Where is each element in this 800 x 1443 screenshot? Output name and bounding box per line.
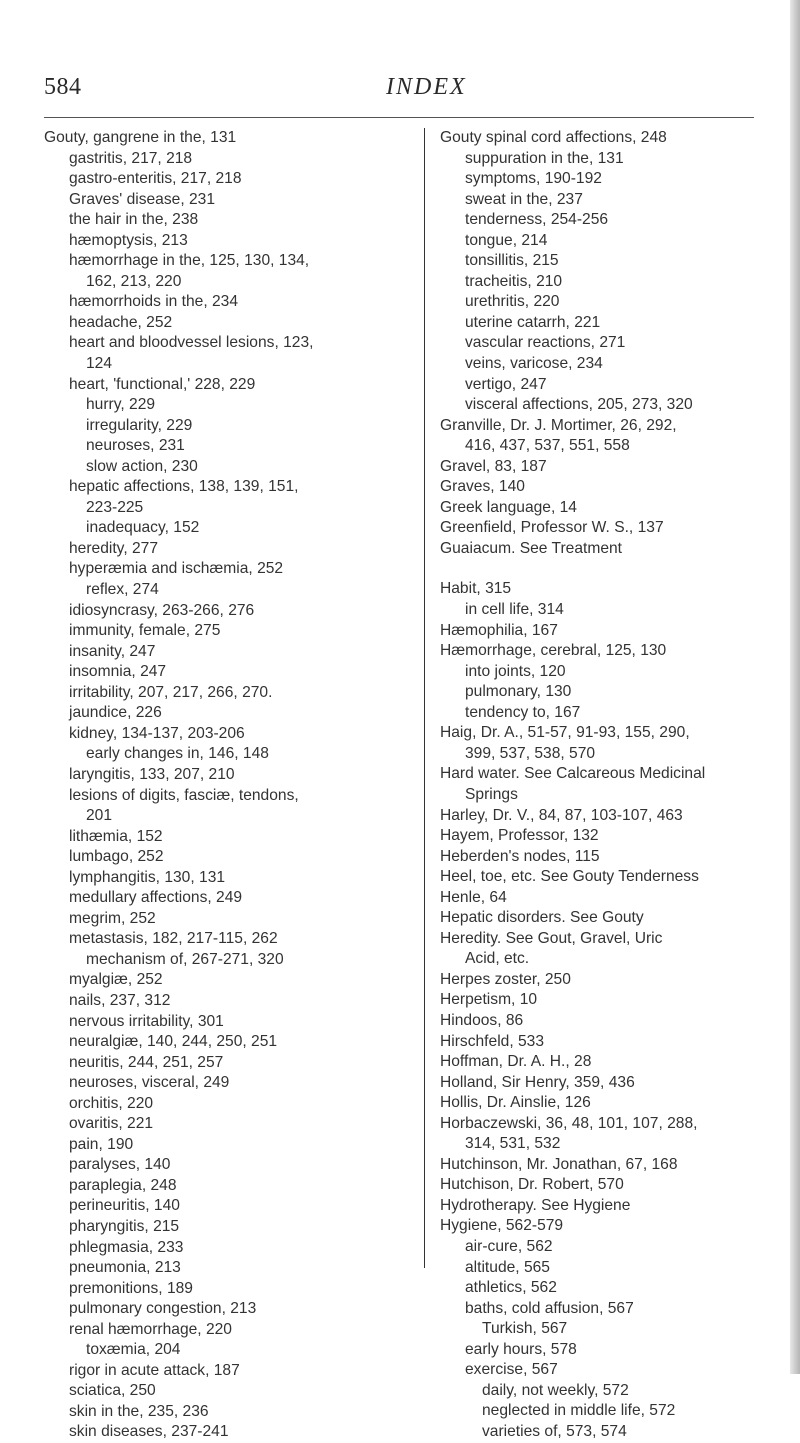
index-subentry: symptoms, 190-192 [465,170,602,188]
index-entry: Herpes zoster, 250 [440,970,571,988]
index-entry: Hygiene, 562-579 [440,1217,564,1235]
index-entry: Herpetism, 10 [440,991,538,1009]
index-subentry: skin diseases, 237-241 [69,1423,229,1441]
index-subentry: vertigo, 247 [465,375,547,393]
index-subentry: the hair in the, 238 [69,211,199,229]
index-subentry: myalgiæ, 252 [69,971,163,989]
index-subentry: altitude, 565 [465,1258,550,1276]
index-entry: Harley, Dr. V., 84, 87, 103-107, 463 [440,806,683,824]
index-subentry: skin in the, 235, 236 [69,1402,209,1420]
section-gap [440,559,785,579]
index-column-right [440,128,785,1442]
index-subentry: hæmorrhage in the, 125, 130, 134, [69,252,310,270]
index-subentry: Acid, etc. [465,950,530,968]
index-subentry: ovaritis, 221 [69,1115,154,1133]
running-head: INDEX [386,74,467,100]
index-entry: Hollis, Dr. Ainslie, 126 [440,1094,591,1112]
index-subentry: slow action, 230 [86,457,198,475]
index-subentry: perineuritis, 140 [69,1197,180,1215]
index-subentry: 399, 537, 538, 570 [465,744,596,762]
index-entry: Greek language, 14 [440,498,577,516]
index-entry: Gravel, 83, 187 [440,457,547,475]
index-subentry: insomnia, 247 [69,663,167,681]
index-column-left [44,128,389,1443]
index-entry: Gouty spinal cord affections, 248 [440,129,667,146]
index-subentry: kidney, 134-137, 203-206 [69,724,245,742]
index-subentry: lumbago, 252 [69,848,164,866]
index-subentry: tenderness, 254-256 [465,211,609,229]
index-subentry: air-cure, 562 [465,1237,553,1255]
index-entry: Henle, 64 [440,888,507,906]
index-subentry: paraplegia, 248 [69,1176,177,1194]
index-subentry: toxæmia, 204 [86,1341,181,1359]
index-entry: Haig, Dr. A., 51-57, 91-93, 155, 290, [440,724,690,742]
index-subentry: headache, 252 [69,313,173,331]
index-subentry: neuritis, 244, 251, 257 [69,1053,224,1071]
index-subentry: 162, 213, 220 [86,272,182,290]
index-subentry: baths, cold affusion, 567 [465,1299,634,1317]
index-entry: Horbaczewski, 36, 48, 101, 107, 288, [440,1114,698,1132]
index-subentry: 201 [86,807,113,825]
index-subentry: orchitis, 220 [69,1094,154,1112]
index-entry: Greenfield, Professor W. S., 137 [440,519,664,537]
index-subentry: early changes in, 146, 148 [86,745,269,763]
index-entry: Habit, 315 [440,580,512,598]
index-subentry: pneumonia, 213 [69,1259,181,1277]
index-subentry: gastritis, 217, 218 [69,149,193,167]
index-entry: Hindoos, 86 [440,1011,524,1029]
index-subentry: premonitions, 189 [69,1279,193,1297]
index-entry: Granville, Dr. J. Mortimer, 26, 292, [440,416,677,434]
page-edge-shadow [790,0,800,1374]
index-subentry: into joints, 120 [465,662,566,680]
index-entry: Heel, toe, etc. See Gouty Tenderness [440,868,699,886]
index-subentry: sweat in the, 237 [465,190,583,208]
index-subentry: metastasis, 182, 217-115, 262 [69,930,278,948]
index-subentry: heart and bloodvessel lesions, 123, [69,334,314,352]
index-subentry: rigor in acute attack, 187 [69,1361,240,1379]
index-entry: Hæmorrhage, cerebral, 125, 130 [440,642,667,660]
index-subentry: urethritis, 220 [465,293,560,311]
index-subentry: sciatica, 250 [69,1382,156,1400]
index-subentry: inadequacy, 152 [86,519,200,537]
index-subentry: idiosyncrasy, 263-266, 276 [69,601,255,619]
index-subentry: pulmonary congestion, 213 [69,1300,257,1318]
index-entry: Hirschfeld, 533 [440,1032,545,1050]
index-subentry: paralyses, 140 [69,1156,171,1174]
index-subentry: gastro-enteritis, 217, 218 [69,170,242,188]
index-subentry: vascular reactions, 271 [465,334,626,352]
index-subentry: lithæmia, 152 [69,827,163,845]
index-subentry: tracheitis, 210 [465,272,563,290]
index-subentry: laryngitis, 133, 207, 210 [69,765,235,783]
index-entry: Hepatic disorders. See Gouty [440,909,644,927]
index-entry: Guaiacum. See Treatment [440,539,623,557]
index-subentry: pharyngitis, 215 [69,1217,180,1235]
index-entry: Gouty, gangrene in the, 131 [44,129,237,146]
index-subentry: nervous irritability, 301 [69,1012,224,1030]
index-subentry: Springs [465,785,518,803]
index-subentry: renal hæmorrhage, 220 [69,1320,232,1338]
index-subentry: neglected in middle life, 572 [482,1402,676,1420]
index-subentry: pain, 190 [69,1135,134,1153]
index-subentry: hurry, 229 [86,396,156,414]
index-subentry: Graves' disease, 231 [69,190,216,208]
index-subentry: irritability, 207, 217, 266, 270. [69,683,273,701]
index-entry: Heberden's nodes, 115 [440,847,600,865]
index-entry: Hard water. See Calcareous Medicinal [440,765,706,783]
header-rule [44,117,754,118]
index-subentry: 314, 531, 532 [465,1135,561,1153]
index-entry: Hutchison, Dr. Robert, 570 [440,1176,624,1194]
index-entry: Hutchinson, Mr. Jonathan, 67, 168 [440,1155,678,1173]
index-subentry: neuralgiæ, 140, 244, 250, 251 [69,1033,278,1051]
index-subentry: tonsillitis, 215 [465,252,559,270]
index-entry: Graves, 140 [440,478,525,496]
index-subentry: daily, not weekly, 572 [482,1381,629,1399]
index-subentry: hepatic affections, 138, 139, 151, [69,478,299,496]
index-subentry: lesions of digits, fasciæ, tendons, [69,786,299,804]
index-subentry: tongue, 214 [465,231,548,249]
index-subentry: suppuration in the, 131 [465,149,624,167]
index-subentry: athletics, 562 [465,1279,557,1297]
index-subentry: 416, 437, 537, 551, 558 [465,437,630,455]
index-subentry: immunity, female, 275 [69,622,221,640]
index-subentry: reflex, 274 [86,581,159,599]
index-entry: Heredity. See Gout, Gravel, Uric [440,929,663,947]
index-subentry: lymphangitis, 130, 131 [69,868,226,886]
index-subentry: early hours, 578 [465,1340,577,1358]
index-subentry: tendency to, 167 [465,703,581,721]
index-subentry: jaundice, 226 [69,704,162,722]
index-entry: Hayem, Professor, 132 [440,827,599,845]
index-subentry: uterine catarrh, 221 [465,313,601,331]
index-subentry: heredity, 277 [69,539,159,557]
index-subentry: neuroses, 231 [86,437,185,455]
index-subentry: Turkish, 567 [482,1320,568,1338]
index-subentry: hyperæmia and ischæmia, 252 [69,560,284,578]
index-entry: Hæmophilia, 167 [440,621,558,639]
index-subentry: exercise, 567 [465,1361,558,1379]
index-subentry: varieties of, 573, 574 [482,1422,627,1440]
index-subentry: megrim, 252 [69,909,156,927]
index-subentry: neuroses, visceral, 249 [69,1074,230,1092]
index-subentry: veins, varicose, 234 [465,355,603,373]
index-subentry: in cell life, 314 [465,601,564,619]
index-subentry: phlegmasia, 233 [69,1238,184,1256]
index-subentry: visceral affections, 205, 273, 320 [465,396,693,414]
page-header [44,74,764,114]
index-subentry: heart, 'functional,' 228, 229 [69,375,256,393]
index-subentry: irregularity, 229 [86,416,193,434]
index-entry: Hoffman, Dr. A. H., 28 [440,1053,592,1071]
column-divider [424,128,425,1268]
index-subentry: hæmoptysis, 213 [69,231,188,249]
index-subentry: nails, 237, 312 [69,991,171,1009]
page-number: 584 [44,74,82,100]
index-subentry: 124 [86,355,113,373]
index-subentry: mechanism of, 267-271, 320 [86,950,284,968]
index-subentry: pulmonary, 130 [465,683,572,701]
index-subentry: hæmorrhoids in the, 234 [69,293,239,311]
index-entry: Holland, Sir Henry, 359, 436 [440,1073,635,1091]
index-subentry: 223-225 [86,498,144,516]
index-subentry: insanity, 247 [69,642,156,660]
index-subentry: medullary affections, 249 [69,889,243,907]
index-entry: Hydrotherapy. See Hygiene [440,1196,631,1214]
